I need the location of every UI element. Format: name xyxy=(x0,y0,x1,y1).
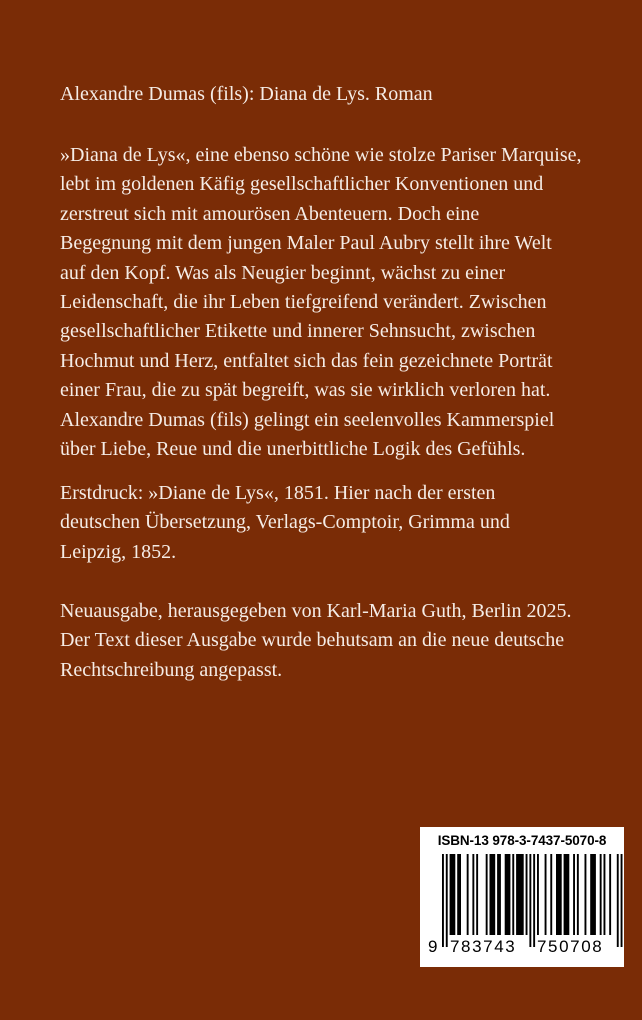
book-title: Alexandre Dumas (fils): Diana de Lys. Roman xyxy=(60,83,433,105)
barcode-bar xyxy=(609,854,611,935)
description-line: über Liebe, Reue und die unerbittliche Logik des Gefühls. xyxy=(60,438,526,461)
barcode-bar xyxy=(450,854,456,935)
isbn-label: ISBN-13 978-3-7437-5070-8 xyxy=(437,833,607,848)
ean-first-digit: 9 xyxy=(428,937,438,956)
isbn-barcode-box xyxy=(420,827,624,967)
barcode-bar xyxy=(486,854,488,935)
barcode-bar xyxy=(604,854,606,935)
barcode-bar xyxy=(497,854,501,935)
barcode-bar xyxy=(467,854,469,935)
barcode-bar xyxy=(476,854,478,935)
ean-right-digits: 750708 xyxy=(537,937,604,956)
description-line: Begegnung mit dem jungen Maler Paul Aubry stellt ihre Welt xyxy=(60,232,552,255)
description-line: gesellschaftlicher Etikette und innerer Sehnsucht, zwischen xyxy=(60,320,536,343)
first-print-paragraph xyxy=(60,479,600,567)
barcode-bar xyxy=(545,854,547,935)
description-line: Alexandre Dumas (fils) gelingt ein seelenvolles Kammerspiel xyxy=(60,408,555,431)
barcode-bar xyxy=(564,854,570,935)
barcode-bar xyxy=(590,854,596,935)
barcode-bar xyxy=(516,854,524,935)
barcode-bar xyxy=(577,854,579,935)
first-print-line: Leipzig, 1852. xyxy=(60,540,177,563)
new-edition-line: Der Text dieser Ausgabe wurde behutsam an die neue deutsche xyxy=(60,629,565,652)
barcode-bar xyxy=(533,854,535,947)
barcode-bar xyxy=(621,854,623,947)
barcode-bar xyxy=(537,854,539,935)
description-line: Leidenschaft, die ihr Leben tiefgreifend verändert. Zwischen xyxy=(60,291,547,314)
ean-left-digits: 783743 xyxy=(450,937,517,956)
barcode-bar xyxy=(472,854,474,935)
barcode-bar xyxy=(585,854,587,935)
new-edition-paragraph xyxy=(60,597,600,685)
description-line: einer Frau, die zu spät begreift, was sie wirklich verloren hat. xyxy=(60,379,551,402)
description-line: auf den Kopf. Was als Neugier beginnt, wächst zu einer xyxy=(60,261,506,284)
description-paragraph xyxy=(60,141,600,464)
barcode-bar xyxy=(505,854,511,935)
first-print-line: deutschen Übersetzung, Verlags-Comptoir, Grimma und xyxy=(60,511,510,534)
barcode-bar xyxy=(457,854,461,935)
barcode-bar xyxy=(617,854,619,947)
barcode-bar xyxy=(550,854,552,935)
barcode-bar xyxy=(573,854,575,935)
new-edition-line: Rechtschreibung angepasst. xyxy=(60,658,283,681)
barcode-bar xyxy=(556,854,562,935)
barcode-bar xyxy=(512,854,514,935)
barcode-bar xyxy=(446,854,448,947)
description-line: zerstreut sich mit amourösen Abenteuern. Doch eine xyxy=(60,202,480,225)
description-line: Hochmut und Herz, entfaltet sich das fein gezeichnete Porträt xyxy=(60,349,553,372)
description-line: »Diana de Lys«, eine ebenso schöne wie stolze Pariser Marquise, xyxy=(60,144,582,166)
barcode-bar xyxy=(490,854,496,935)
description-line: lebt im goldenen Käfig gesellschaftlicher Konventionen und xyxy=(60,173,544,196)
barcode-bar xyxy=(442,854,444,947)
new-edition-line: Neuausgabe, herausgegeben von Karl-Maria Guth, Berlin 2025. xyxy=(60,600,572,622)
barcode-bar xyxy=(526,854,528,935)
first-print-line: Erstdruck: »Diane de Lys«, 1851. Hier nach der ersten xyxy=(60,482,496,504)
barcode-bar xyxy=(600,854,602,935)
barcode-bar xyxy=(529,854,531,947)
